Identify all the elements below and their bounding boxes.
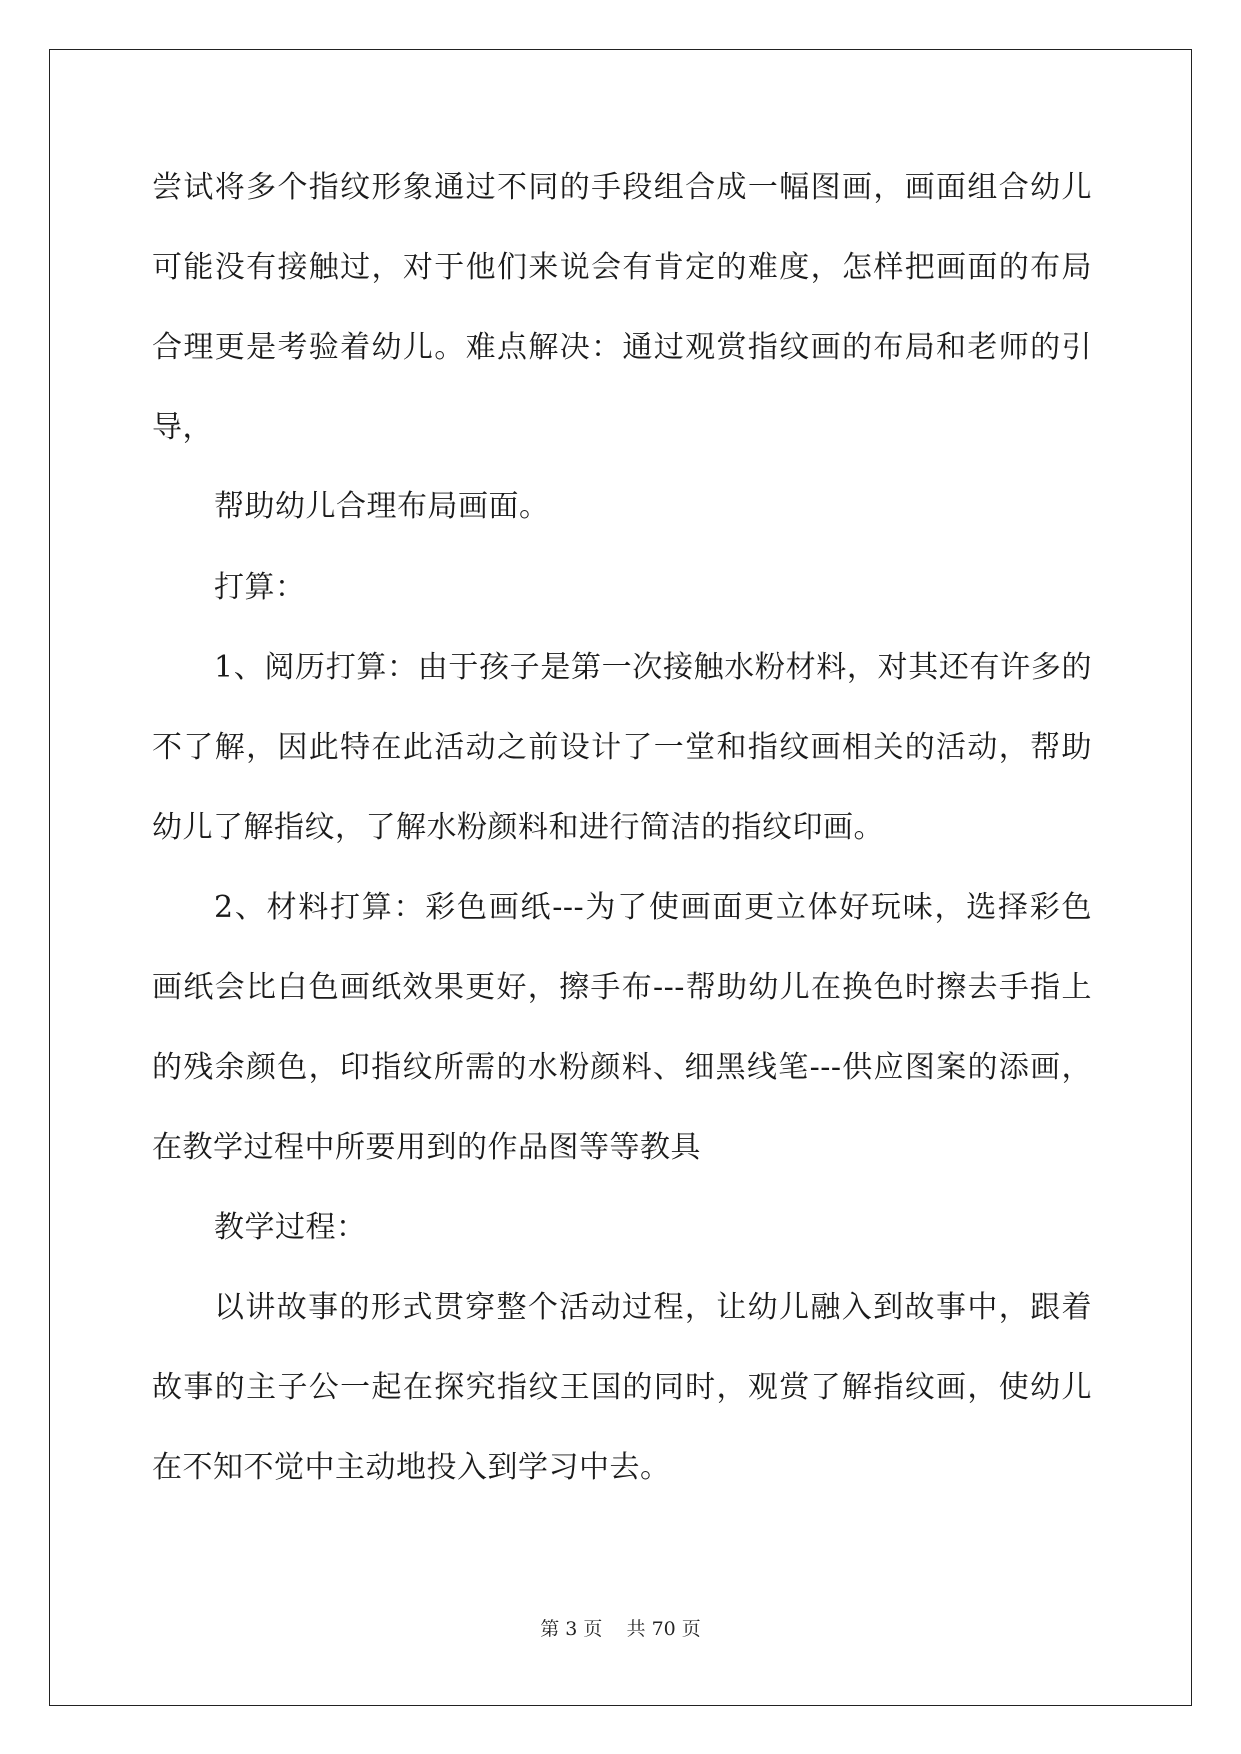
text-line: 导， xyxy=(152,410,213,445)
text-line: 可能没有接触过，对于他们来说会有肯定的难度，怎样把画面的布局 xyxy=(152,250,1092,285)
section-heading: 打算： xyxy=(214,570,306,605)
section-heading: 教学过程： xyxy=(214,1210,367,1245)
page-number-footer: 第 3 页 共 70 页 xyxy=(540,1618,701,1640)
text-line: 故事的主子公一起在探究指纹王国的同时，观赏了解指纹画，使幼儿 xyxy=(152,1370,1092,1405)
paragraph-line: 以讲故事的形式贯穿整个活动过程，让幼儿融入到故事中，跟着 xyxy=(214,1290,1092,1325)
paragraph-line: 2、材料打算：彩色画纸---为了使画面更立体好玩味，选择彩色 xyxy=(214,890,1092,925)
text-line: 画纸会比白色画纸效果更好，擦手布---帮助幼儿在换色时擦去手指上 xyxy=(152,970,1092,1005)
paragraph-line: 帮助幼儿合理布局画面。 xyxy=(214,489,550,524)
text-line: 合理更是考验着幼儿。难点解决：通过观赏指纹画的布局和老师的引 xyxy=(152,330,1092,365)
text-line: 尝试将多个指纹形象通过不同的手段组合成一幅图画，画面组合幼儿 xyxy=(152,170,1092,205)
text-line: 幼儿了解指纹，了解水粉颜料和进行简洁的指纹印画。 xyxy=(152,810,884,845)
text-line: 不了解，因此特在此活动之前设计了一堂和指纹画相关的活动，帮助 xyxy=(152,730,1092,765)
text-line: 的残余颜色，印指纹所需的水粉颜料、细黑线笔---供应图案的添画， xyxy=(152,1050,1092,1085)
paragraph-line: 1、阅历打算：由于孩子是第一次接触水粉材料，对其还有许多的 xyxy=(214,650,1092,685)
text-line: 在不知不觉中主动地投入到学习中去。 xyxy=(152,1450,671,1485)
text-line: 在教学过程中所要用到的作品图等等教具 xyxy=(152,1130,701,1165)
